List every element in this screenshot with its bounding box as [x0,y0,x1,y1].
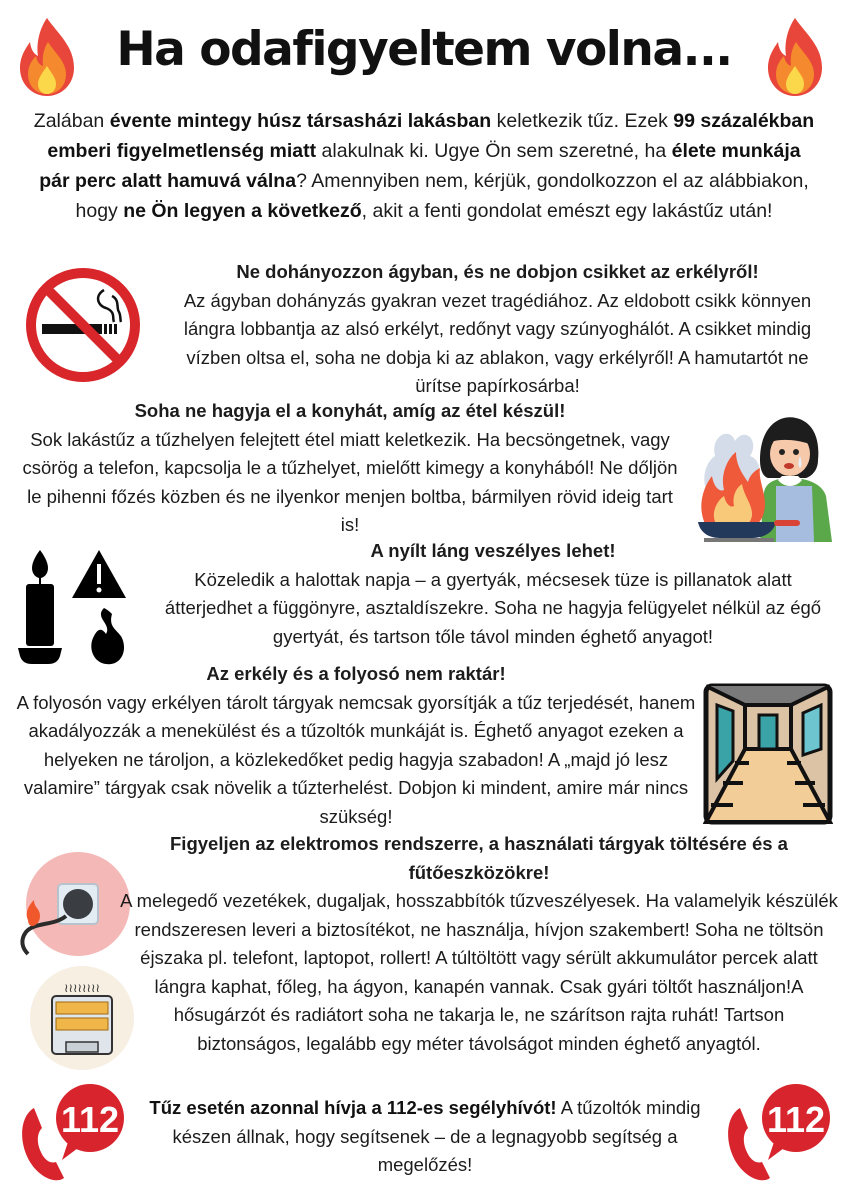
footer-paragraph [140,1094,710,1180]
intro-text: Zalában [33,110,110,132]
page-title: Ha odafigyeltem volna... [116,22,732,77]
emergency-number: 112 [766,1099,826,1140]
section-body: Közeledik a halottak napja – a gyertyák, mécsesek tüze is pillanatok alatt átterjedhet a függönyre, asztaldíszekre. Soha ne hagyja felügyelet nélkül az égő gyertyát, és tartson tőle távol minden éghető anyagot! [164,568,822,647]
section-smoking [165,258,830,401]
section-body: Az ágyban dohányzás gyakran vezet tragédiához. Az eldobott csikk könnyen lángra lobbantja az alsó erkélyt, redőnyt vagy szúnyoghálót. A csikket mindig vízben oltsa el, soha ne dobja ki az ablakon, vagy erkélyről! A hamutartót ne ürítse papírkosárba! [183,289,812,396]
section-body: A folyosón vagy erkélyen tárolt tárgyak nemcsak gyorsítják a tűz terjedését, hanem akadályozzák a menekülést és a tűzoltók munkáját is. Éghető anyagot ezeken a helyeken ne tároljon, a közlekedőket pedig hagyja szabadon! A „majd jó lesz valamire” tárgyak csak növelik a tűzterhelést. Dobjon ki mindent, amire már nincs szükség! [16,691,696,827]
intro-emphasis: ne Ön legyen a következő [123,200,362,222]
section-heading: A nyílt láng veszélyes lehet! [370,540,616,561]
section-balcony-corridor [16,660,696,831]
svg-text:≀≀≀≀≀≀≀≀: ≀≀≀≀≀≀≀≀ [64,981,100,995]
candle-warning-flame-icon [12,544,128,668]
fire-icon [762,16,828,98]
section-heading: Az erkély és a folyosó nem raktár! [206,663,506,684]
intro-text: keletkezik tűz. Ezek [491,110,674,132]
section-kitchen [20,397,680,540]
intro-paragraph [30,106,818,226]
corridor-icon [703,683,833,825]
fire-icon [14,16,80,98]
kitchen-fire-woman-illustration [690,396,840,542]
footer-text: A tűzoltók mindig készen állnak, hogy segítsenek – de a legnagyobb segítség a megelőzés! [172,1097,701,1175]
section-heading: Figyeljen az elektromos rendszerre, a használati tárgyak töltésére és a fűtőeszközökre! [170,833,788,883]
section-electrical [120,830,838,1058]
section-body: Sok lakástűz a tűzhelyen felejtett étel miatt keletkezik. Ha becsöngetnek, vagy csörög a telefon, kapcsolja le a tűzhelyet, mielőtt kimegy a konyhából! Ne dőljön le pihenni főzés közben és ne ilyenkor menjen boltba, bármilyen rövid ideig tart is! [22,428,678,535]
intro-emphasis: élete munkája pár perc alatt hamuvá válna [39,140,801,192]
socket-fire-icon [14,850,132,958]
section-open-flame [148,537,838,651]
emergency-number: 112 [60,1099,120,1140]
phone-112-icon [12,1082,130,1186]
section-body: A melegedő vezetékek, dugaljak, hosszabbítók tűzveszélyesek. Ha valamelyik készülék rendszeresen leveri a biztosítékot, ne használja, hívjon szakembert! Soha ne töltsön éjszaka pl. telefont, laptopot, rollert! A túltöltött vagy sérült akkumulátor percek alatt lángra kaphat, főleg, ha ágyon, kanapén vannak. Csak gyári töltőt használjon!A hősugárzót és radiátort soha ne takarja le, ne szárítson rajta ruhát! Tartson biztonságos, legalább egy méter távolságot minden éghető anyagtól. [120,890,838,1054]
intro-text: , akit a fenti gondolat emészt egy lakástűz után! [361,200,773,222]
intro-emphasis: 99 százalékban emberi figyelmetlenség miatt [47,110,815,162]
section-heading: Soha ne hagyja el a konyhát, amíg az étel készül! [134,400,566,421]
no-smoking-icon [24,266,142,384]
intro-text: alakulnak ki. Ugye Ön sem szeretné, ha [316,140,672,162]
footer-emphasis: Tűz esetén azonnal hívja a 112-es segélyhívót! [149,1097,557,1118]
intro-text: ? Amennyiben nem, kérjük, gondolkozzon el az alábbiakon, hogy [75,170,809,222]
section-heading: Ne dohányozzon ágyban, és ne dobjon csikket az erkélyről! [236,261,759,282]
phone-112-icon [718,1082,836,1186]
intro-emphasis: évente mintegy húsz társasházi lakásban [109,110,492,132]
